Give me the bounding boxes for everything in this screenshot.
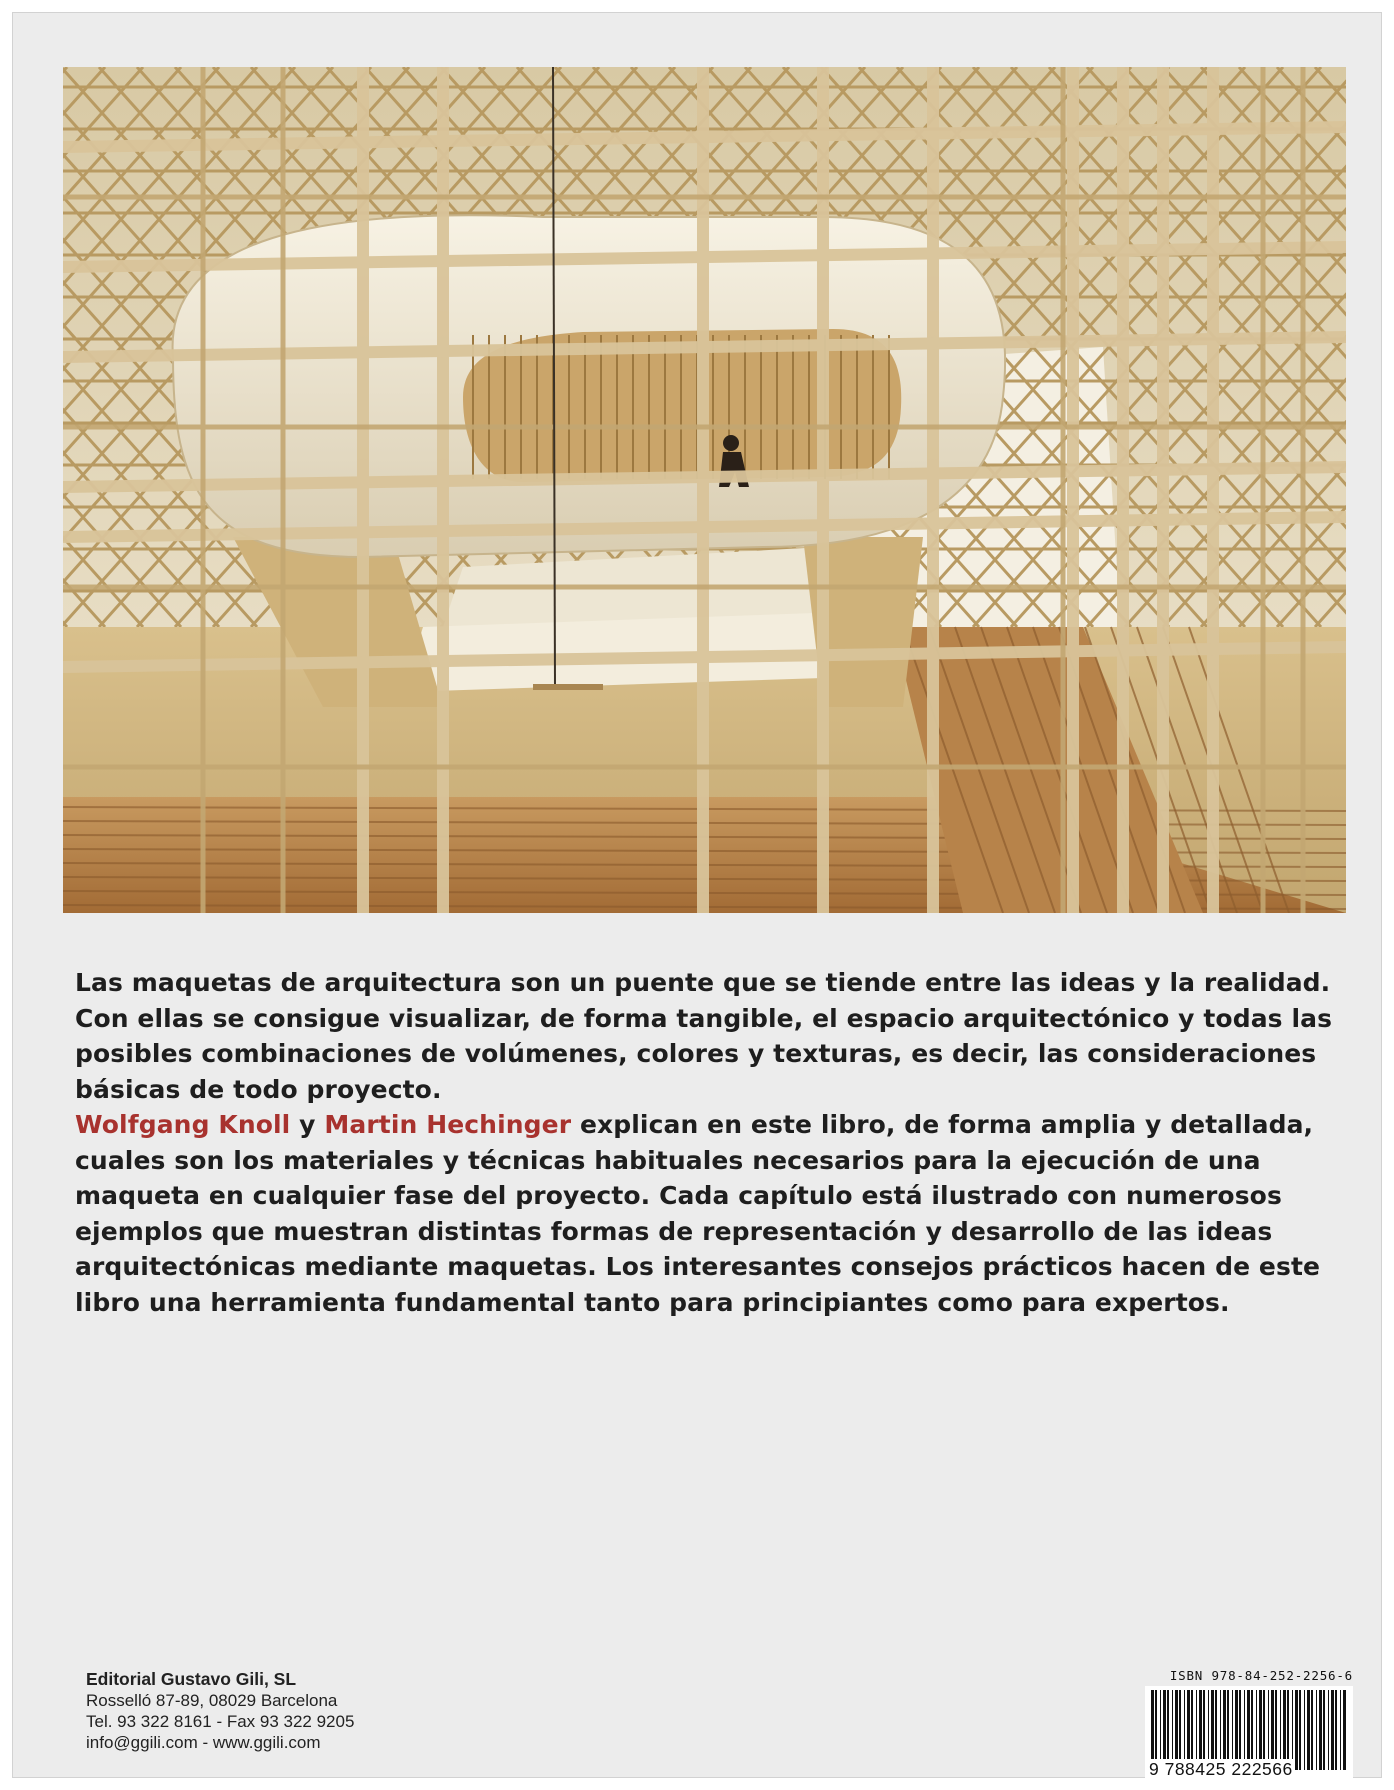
author-name-2: Martin Hechinger bbox=[324, 1110, 572, 1139]
blurb-text bbox=[75, 965, 1337, 1320]
book-back-cover bbox=[12, 12, 1382, 1778]
blurb-paragraph-2-text: explican en este libro, de forma amplia y detallada, cuales son los materiales y técnicas habituales necesarios para la ejecución de una maqueta en cualquier fase del proyecto. Cada capítulo está ilustrado con numerosos ejemplos que muestran distintas formas de representación y desarrollo de las ideas arquitectónicas mediante maquetas. Los interesantes consejos prácticos hacen de este libro una herramienta fundamental tanto para principiantes como para expertos. bbox=[75, 1110, 1321, 1317]
barcode-digits: 9 788425 222566 bbox=[1149, 1759, 1293, 1779]
blurb-paragraph-1: Las maquetas de arquitectura son un puente que se tiende entre las ideas y la realidad. Con ellas se consigue visualizar, de forma tangible, el espacio arquitectónico y todas las posibles combinaciones de volúmenes, colores y texturas, es decir, las consideraciones básicas de todo proyecto. bbox=[75, 968, 1333, 1104]
blurb-paragraph-2 bbox=[75, 1107, 1337, 1320]
publisher-name: Editorial Gustavo Gili, SL bbox=[86, 1669, 297, 1689]
author-conjunction: y bbox=[299, 1110, 316, 1139]
publisher-phone: Tel. 93 322 8161 - Fax 93 322 9205 bbox=[86, 1712, 355, 1731]
publisher-web: info@ggili.com - www.ggili.com bbox=[86, 1733, 321, 1752]
author-name-1: Wolfgang Knoll bbox=[75, 1110, 291, 1139]
isbn-label: ISBN 978-84-252-2256-6 bbox=[1169, 1668, 1353, 1683]
barcode bbox=[1145, 1686, 1353, 1778]
publisher-address: Rosselló 87-89, 08029 Barcelona bbox=[86, 1691, 338, 1710]
publisher-info bbox=[86, 1669, 354, 1753]
barcode-icon bbox=[1149, 1690, 1349, 1770]
isbn-block bbox=[1145, 1668, 1353, 1778]
architecture-model-photo bbox=[63, 67, 1346, 913]
